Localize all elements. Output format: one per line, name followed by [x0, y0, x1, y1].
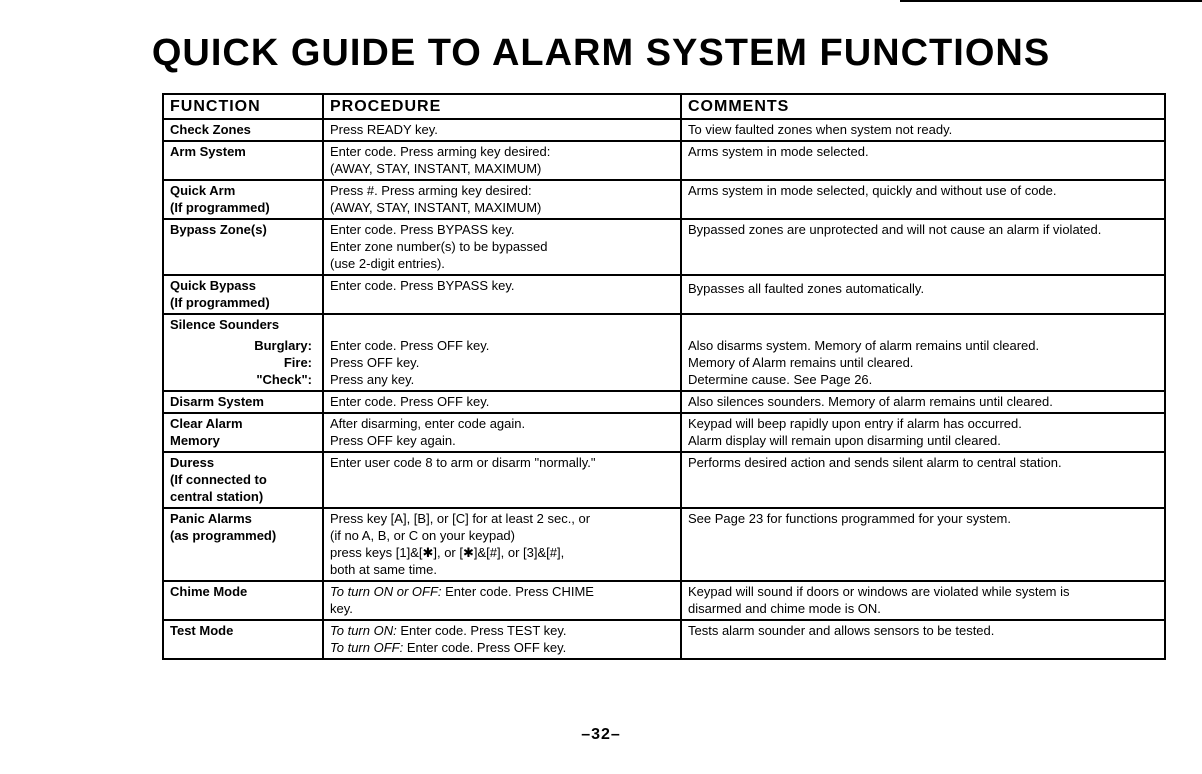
function-cell	[163, 180, 323, 219]
procedure-cell	[323, 620, 681, 659]
comments-cell	[681, 275, 1165, 314]
procedure-cell	[323, 581, 681, 620]
header-procedure: PROCEDURE	[323, 94, 681, 119]
function-label: Clear Alarm	[170, 416, 243, 431]
procedure-text: Enter code. Press arming key desired:	[330, 144, 551, 159]
header-row	[163, 94, 1165, 119]
comments-cell	[681, 314, 1165, 391]
procedure-text: (use 2-digit entries).	[330, 256, 445, 271]
function-note: (If programmed)	[170, 200, 270, 215]
function-note: central station)	[170, 489, 264, 504]
procedure-text: both at same time.	[330, 562, 437, 577]
procedure-cell	[323, 119, 681, 141]
comments-text: Bypassed zones are unprotected and will not cause an alarm if violated.	[688, 222, 1102, 237]
procedure-text: key.	[330, 601, 353, 616]
procedure-cell	[323, 219, 681, 275]
comments-cell	[681, 452, 1165, 508]
comments-text: Keypad will beep rapidly upon entry if alarm has occurred.	[688, 416, 1022, 431]
comments-text: Determine cause. See Page 26.	[688, 372, 873, 387]
top-rule	[900, 0, 1202, 2]
procedure-cell	[323, 413, 681, 452]
procedure-text: Enter code. Press BYPASS key.	[330, 278, 515, 293]
function-note: (If programmed)	[170, 295, 270, 310]
function-cell	[163, 413, 323, 452]
procedure-text: Enter code. Press OFF key.	[330, 394, 490, 409]
burglary-label: Burglary:	[254, 338, 312, 353]
procedure-cell	[323, 275, 681, 314]
page-title: QUICK GUIDE TO ALARM SYSTEM FUNCTIONS	[151, 32, 1051, 74]
function-note: (as programmed)	[170, 528, 277, 543]
procedure-rest-text: Enter code. Press CHIME	[441, 584, 594, 599]
function-label: Silence Sounders	[170, 317, 280, 332]
procedure-cell	[323, 391, 681, 413]
page-number: –32–	[581, 726, 621, 743]
table-row	[163, 275, 1165, 314]
procedure-text	[330, 583, 674, 600]
procedure-text: Enter user code 8 to arm or disarm "normally."	[330, 455, 596, 470]
procedure-text: Enter zone number(s) to be bypassed	[330, 239, 548, 254]
procedure-cell	[323, 508, 681, 581]
table-row	[163, 413, 1165, 452]
procedure-text: press keys [1]&[✱], or [✱]&[#], or [3]&[#],	[330, 545, 565, 560]
procedure-cell	[323, 180, 681, 219]
comments-text: To view faulted zones when system not ready.	[688, 122, 953, 137]
function-cell	[163, 581, 323, 620]
table-row	[163, 452, 1165, 508]
function-cell	[163, 275, 323, 314]
comments-text: Also silences sounders. Memory of alarm remains until cleared.	[688, 394, 1053, 409]
comments-text: Alarm display will remain upon disarming until cleared.	[688, 433, 1001, 448]
function-cell	[163, 314, 323, 391]
procedure-text: Press key [A], [B], or [C] for at least 2 sec., or	[330, 511, 591, 526]
procedure-text: (AWAY, STAY, INSTANT, MAXIMUM)	[330, 200, 542, 215]
comments-cell	[681, 508, 1165, 581]
comments-text: Arms system in mode selected.	[688, 144, 869, 159]
procedure-text: Press READY key.	[330, 122, 438, 137]
function-guide-table	[162, 93, 1166, 660]
procedure-rest-text: Enter code. Press OFF key.	[403, 640, 567, 655]
function-label: Check Zones	[170, 122, 251, 137]
comments-cell	[681, 391, 1165, 413]
function-cell	[163, 620, 323, 659]
table-row	[163, 314, 1165, 391]
procedure-text	[330, 622, 674, 639]
comments-text: Tests alarm sounder and allows sensors to be tested.	[688, 623, 995, 638]
table-row	[163, 219, 1165, 275]
table-row	[163, 180, 1165, 219]
fire-label: Fire:	[283, 355, 312, 370]
comments-text: Arms system in mode selected, quickly and without use of code.	[688, 183, 1057, 198]
comments-text: Memory of Alarm remains until cleared.	[688, 355, 914, 370]
procedure-text: Press any key.	[330, 372, 415, 387]
procedure-text	[330, 639, 674, 656]
function-cell	[163, 508, 323, 581]
function-label: Memory	[170, 433, 220, 448]
table-row	[163, 620, 1165, 659]
procedure-italic-text: To turn ON:	[330, 623, 397, 638]
function-label: Panic Alarms	[170, 511, 252, 526]
table-row	[163, 141, 1165, 180]
table-row	[163, 119, 1165, 141]
procedure-text: Press OFF key.	[330, 355, 420, 370]
comments-text: Performs desired action and sends silent alarm to central station.	[688, 455, 1062, 470]
procedure-text: (if no A, B, or C on your keypad)	[330, 528, 515, 543]
comments-cell	[681, 620, 1165, 659]
procedure-text: Enter code. Press OFF key.	[330, 338, 490, 353]
function-label: Test Mode	[170, 623, 234, 638]
comments-cell	[681, 180, 1165, 219]
procedure-italic-text: To turn OFF:	[330, 640, 404, 655]
procedure-text: Enter code. Press BYPASS key.	[330, 222, 515, 237]
guide-table-wrapper	[162, 93, 1164, 660]
comments-text: Also disarms system. Memory of alarm remains until cleared.	[688, 338, 1040, 353]
function-cell	[163, 452, 323, 508]
comments-cell	[681, 581, 1165, 620]
procedure-text: Press #. Press arming key desired:	[330, 183, 532, 198]
comments-text: Keypad will sound if doors or windows are violated while system is	[688, 584, 1070, 599]
procedure-cell	[323, 141, 681, 180]
function-label: Disarm System	[170, 394, 264, 409]
header-function: FUNCTION	[163, 94, 323, 119]
comments-text: Bypasses all faulted zones automatically.	[688, 281, 925, 296]
function-label: Quick Arm	[170, 183, 236, 198]
procedure-cell	[323, 314, 681, 391]
header-comments: COMMENTS	[681, 94, 1165, 119]
function-label: Bypass Zone(s)	[170, 222, 267, 237]
function-cell	[163, 119, 323, 141]
procedure-text: (AWAY, STAY, INSTANT, MAXIMUM)	[330, 161, 542, 176]
procedure-italic-text: To turn ON or OFF:	[330, 584, 442, 599]
procedure-rest-text: Enter code. Press TEST key.	[396, 623, 567, 638]
function-label: Chime Mode	[170, 584, 248, 599]
procedure-text: After disarming, enter code again.	[330, 416, 526, 431]
comments-text: disarmed and chime mode is ON.	[688, 601, 881, 616]
function-cell	[163, 141, 323, 180]
function-label: Arm System	[170, 144, 246, 159]
procedure-text: Press OFF key again.	[330, 433, 456, 448]
table-row	[163, 391, 1165, 413]
function-cell	[163, 391, 323, 413]
comments-cell	[681, 141, 1165, 180]
table-row	[163, 508, 1165, 581]
function-note: (If connected to	[170, 472, 267, 487]
comments-text: See Page 23 for functions programmed for your system.	[688, 511, 1011, 526]
comments-cell	[681, 119, 1165, 141]
function-label: Duress	[170, 455, 215, 470]
comments-cell	[681, 413, 1165, 452]
check-label: "Check":	[256, 372, 312, 387]
function-cell	[163, 219, 323, 275]
function-label: Quick Bypass	[170, 278, 256, 293]
table-row	[163, 581, 1165, 620]
comments-cell	[681, 219, 1165, 275]
procedure-cell	[323, 452, 681, 508]
